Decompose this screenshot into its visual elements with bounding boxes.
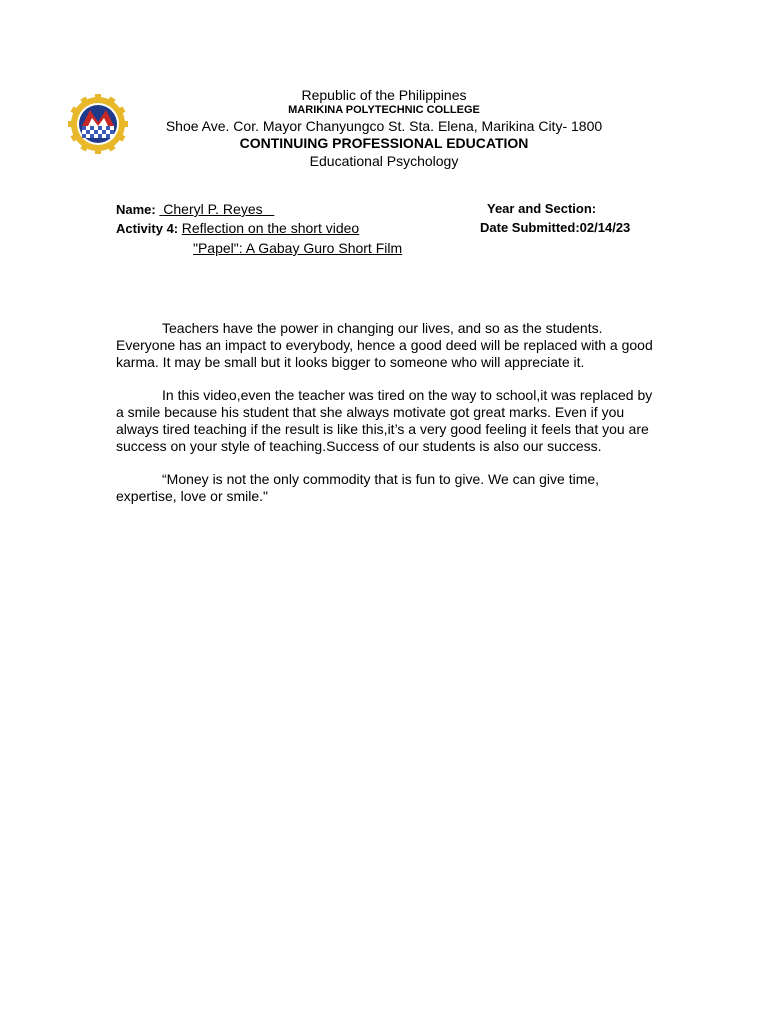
activity-field (116, 220, 359, 236)
activity-value: Reflection on the short video (181, 220, 360, 236)
reflection-body (116, 320, 656, 521)
subject-title: Educational Psychology (309, 153, 459, 169)
film-title: "Papel": A Gabay Guro Short Film (193, 240, 403, 256)
paragraph: In this video,even the teacher was tired on the way to school,it was replaced by a smile because his student that she always motivate got great marks. Even if you always tired teaching if the result is like this,it’s a very good feeling it feels that you are success on your style of teaching.Success of our students is also our success. (116, 387, 653, 454)
activity-label: Activity 4: (116, 221, 179, 236)
date-label: Date Submitted: (480, 220, 580, 235)
year-section-label: Year and Section: (487, 201, 597, 216)
year-section-field (487, 201, 596, 216)
name-value: Cheryl P. Reyes (163, 201, 263, 217)
name-label: Name: (116, 202, 156, 217)
date-value: 02/14/23 (579, 220, 631, 235)
program-title: CONTINUING PROFESSIONAL EDUCATION (239, 135, 529, 151)
college-address: Shoe Ave. Cor. Mayor Chanyungco St. Sta. Elena, Marikina City- 1800 (165, 118, 603, 134)
republic-line: Republic of the Philippines (301, 87, 467, 103)
name-field (116, 201, 274, 217)
date-submitted-field (480, 220, 630, 235)
paragraph: “Money is not the only commodity that is fun to give. We can give time, expertise, love or smile." (116, 471, 600, 504)
paragraph: Teachers have the power in changing our lives, and so as the students. Everyone has an impact to everybody, hence a good deed will be replaced with a good karma. It may be small but it looks bigger to someone who will appreciate it. (116, 320, 653, 370)
college-name: MARIKINA POLYTECHNIC COLLEGE (288, 104, 480, 116)
